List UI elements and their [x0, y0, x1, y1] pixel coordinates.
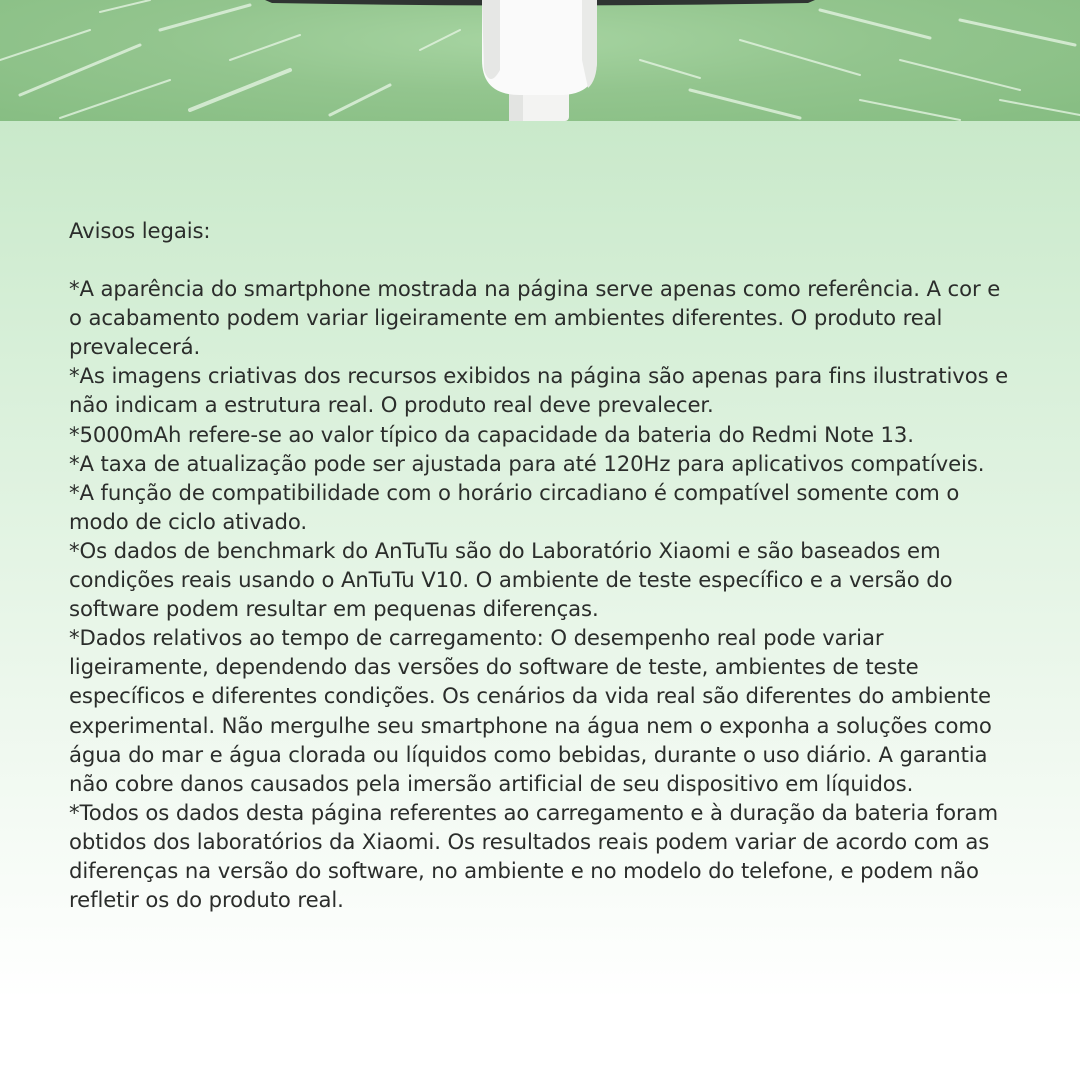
charging-cable	[482, 0, 597, 121]
disclaimer-item: *Todos os dados desta página referentes ao carregamento e à duração da bateria foram obtidos dos laboratórios da Xiaomi. Os resultados reais podem variar de acordo com as diferenças na versão do software, no ambiente e no modelo do telefone, e podem não refletir os do produto real.	[69, 799, 998, 913]
disclaimer-item: *Os dados de benchmark do AnTuTu são do Laboratório Xiaomi e são baseados em condições reais usando o AnTuTu V10. O ambiente de teste específico e a versão do software podem resultar em pequenas diferenças.	[69, 537, 953, 622]
disclaimer-item: *A taxa de atualização pode ser ajustada para até 120Hz para aplicativos compatíveis.	[69, 450, 985, 476]
hero-banner	[0, 0, 1080, 121]
disclaimer-item: *A função de compatibilidade com o horário circadiano é compatível somente com o modo de ciclo ativado.	[69, 479, 960, 534]
charging-illustration	[0, 0, 1080, 121]
legal-disclaimer	[69, 216, 1019, 914]
disclaimer-item: *Dados relativos ao tempo de carregamento: O desempenho real pode variar ligeiramente, dependendo das versões do software de teste, ambientes de teste específicos e diferentes condições. Os cenários da vida real são diferentes do ambiente experimental. Não mergulhe seu smartphone na água nem o exponha a soluções como água do mar e água clorada ou líquidos como bebidas, durante o uso diário. A garantia não cobre danos causados pela imersão artificial de seu dispositivo em líquidos.	[69, 625, 992, 796]
disclaimer-title: Avisos legais:	[69, 218, 211, 243]
disclaimer-item: *5000mAh refere-se ao valor típico da capacidade da bateria do Redmi Note 13.	[69, 421, 914, 447]
disclaimer-item: *As imagens criativas dos recursos exibidos na página são apenas para fins ilustrativos e não indicam a estrutura real. O produto real deve prevalecer.	[69, 363, 1009, 418]
disclaimer-item: *A aparência do smartphone mostrada na página serve apenas como referência. A cor e o acabamento podem variar ligeiramente em ambientes diferentes. O produto real prevalecerá.	[69, 276, 1001, 360]
